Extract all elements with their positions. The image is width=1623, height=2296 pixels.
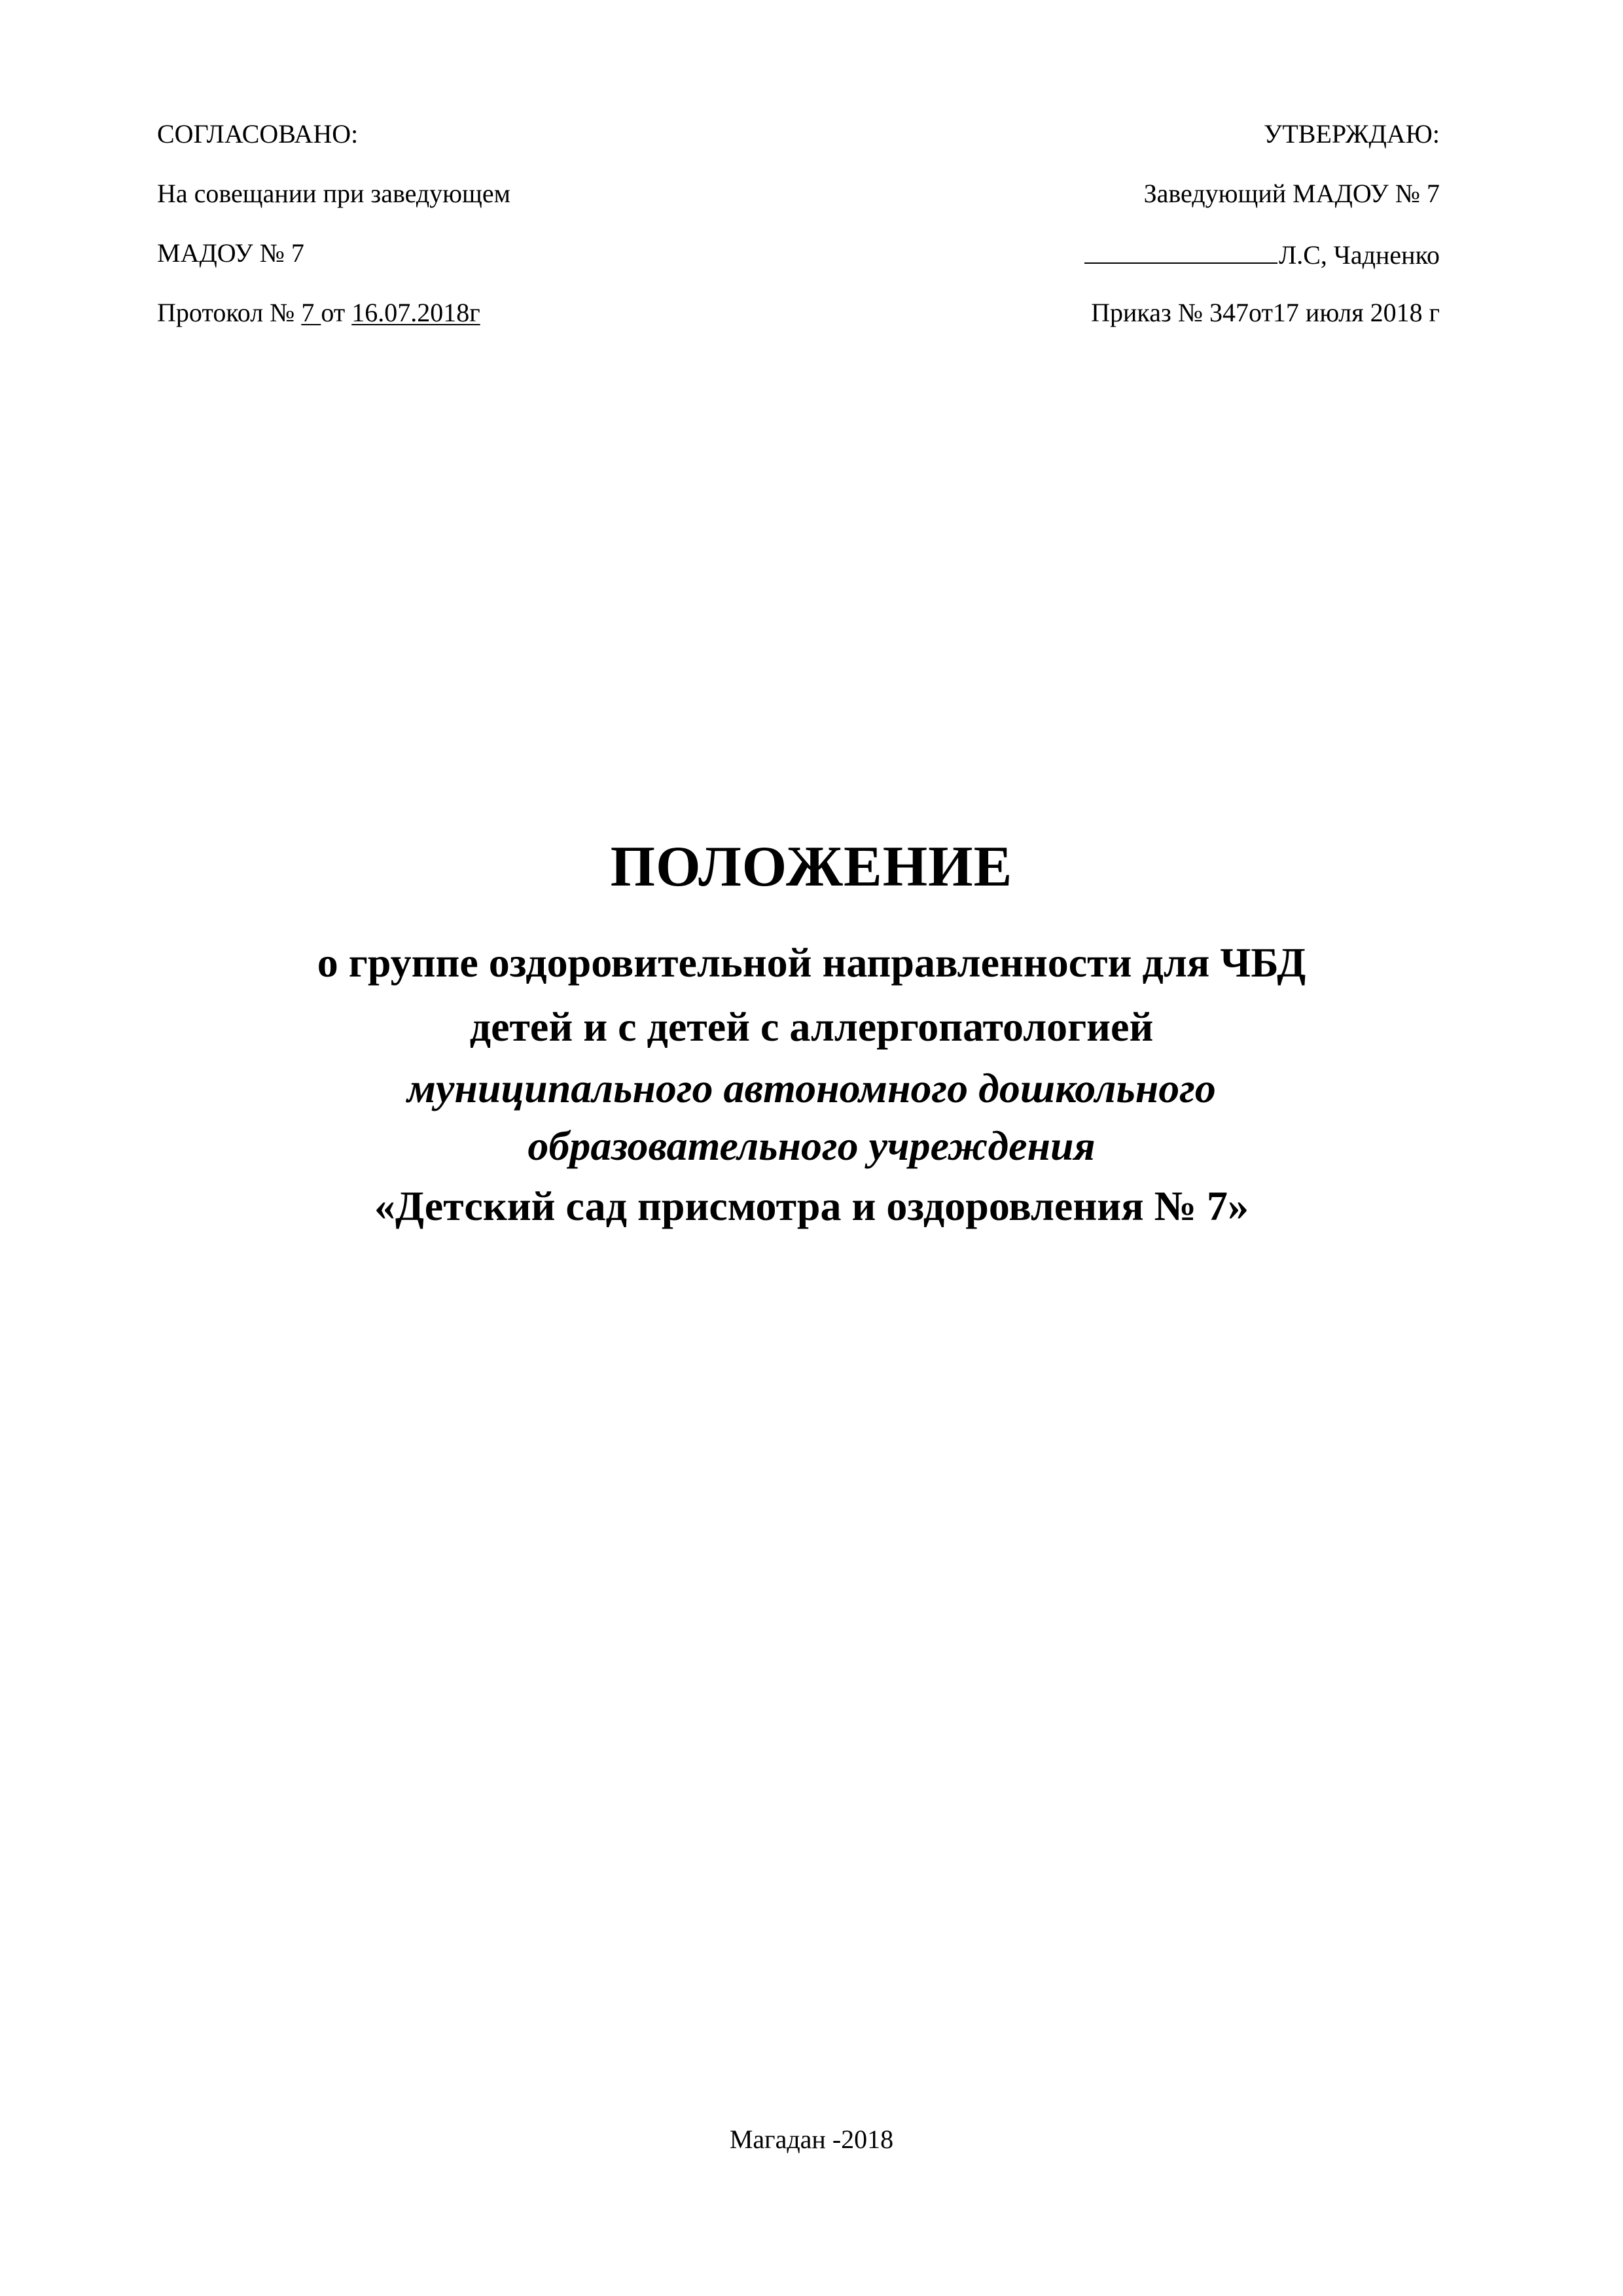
approval-block-approved bbox=[1084, 121, 1440, 359]
agreed-meeting-line: На совещании при заведующем bbox=[157, 179, 510, 208]
subtitle-line-3: муниципального автономного дошкольного bbox=[407, 1065, 1216, 1111]
approval-block-agreed bbox=[157, 121, 510, 359]
protocol-mid: от bbox=[321, 298, 352, 327]
approved-order-line: Приказ № 347от17 июля 2018 г bbox=[1091, 298, 1440, 327]
approved-position-line: Заведующий МАДОУ № 7 bbox=[1143, 179, 1440, 208]
subtitle-line-2: детей и с детей с аллергопатологией bbox=[469, 1003, 1154, 1050]
approved-heading: УТВЕРЖДАЮ: bbox=[1264, 119, 1440, 149]
document-title: ПОЛОЖЕНИЕ bbox=[610, 835, 1013, 899]
subtitle-line-4: образовательного учреждения bbox=[527, 1122, 1096, 1169]
footer-place-year: Магадан -2018 bbox=[729, 2125, 894, 2154]
document-subtitle bbox=[0, 939, 1623, 1230]
subtitle-line-1: о группе оздоровительной направленности для ЧБД bbox=[317, 939, 1306, 986]
protocol-date: 16.07.2018г bbox=[351, 298, 480, 327]
protocol-prefix: Протокол № bbox=[157, 298, 302, 327]
approved-signature-line bbox=[1084, 240, 1440, 270]
subtitle-line-5: «Детский сад присмотра и оздоровления № 7» bbox=[374, 1183, 1249, 1229]
protocol-number: 7 bbox=[301, 298, 321, 327]
agreed-institution-line: МАДОУ № 7 bbox=[157, 238, 304, 268]
signature-blank bbox=[1084, 240, 1277, 264]
agreed-heading: СОГЛАСОВАНО: bbox=[157, 119, 359, 149]
signer-name: Л.С, Чадненко bbox=[1279, 240, 1440, 270]
agreed-protocol-line bbox=[157, 300, 510, 326]
